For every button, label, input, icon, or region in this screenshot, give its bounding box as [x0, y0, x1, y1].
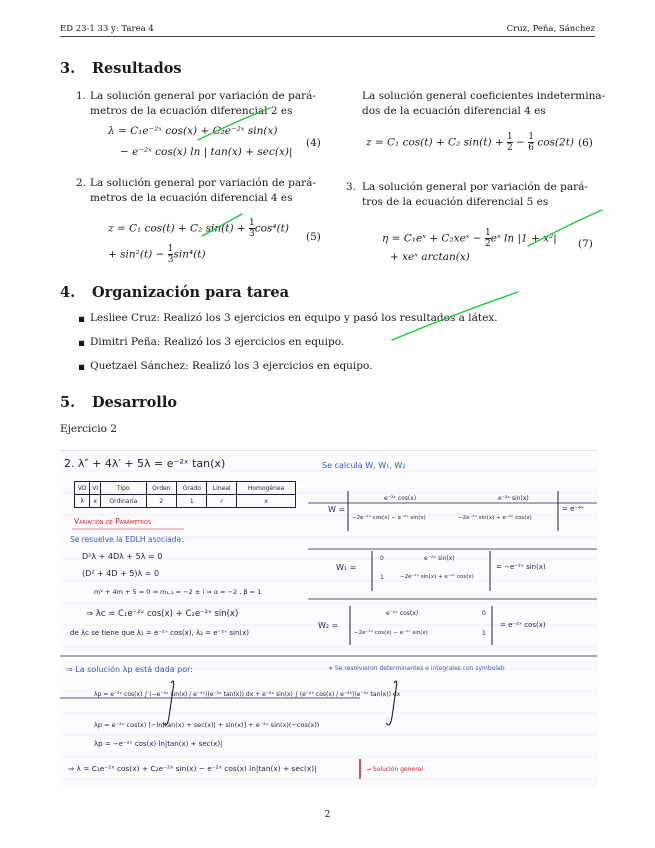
- running-header-left: ED 23-1 33 y: Tarea 4: [60, 24, 154, 34]
- right-item-line2: dos de la ecuación diferencial 4 es: [362, 105, 546, 117]
- general-solution-label: → Solución general: [366, 766, 424, 773]
- table-cell: x: [90, 495, 101, 508]
- table-header-cell: VI: [90, 482, 101, 495]
- organization-item-1: Lesliee Cruz: Realizó los 3 ejercicios en equipo y pasó los resultados a látex.: [90, 312, 498, 324]
- equation-4-line1: λ = C₁e⁻²ˣ cos(x) + C₂e⁻²ˣ sin(x): [108, 125, 278, 137]
- operator-equation-1: D²λ + 4Dλ + 5λ = 0: [82, 552, 163, 561]
- wronskian-1-entry: −2e⁻²ˣ sin(x) + e⁻²ˣ cos(x): [400, 574, 474, 580]
- table-cell: ✓: [207, 495, 237, 508]
- item-2-line1: La solución general por variación de pará-: [90, 177, 316, 189]
- equation-6-head: z = C₁ cos(t) + C₂ sin(t) +: [366, 136, 508, 149]
- running-header-right: Cruz, Peña, Sánchez: [506, 24, 595, 34]
- item-2-line2: metros de la ecuación diferencial 4 es: [90, 192, 293, 204]
- equation-5-head: z = C₁ cos(t) + C₂ sin(t) +: [108, 222, 250, 235]
- handwritten-problem: 2. λ″ + 4λ′ + 5λ = e⁻²ˣ tan(x): [64, 457, 226, 470]
- organization-item-2: Dimitri Peña: Realizó los 3 ejercicios en equipo.: [90, 336, 345, 348]
- table-header-cell: VD: [75, 482, 90, 495]
- table-cell: x: [237, 495, 296, 508]
- equation-7-tag: (7): [578, 238, 593, 250]
- table-cell: 2: [146, 495, 177, 508]
- green-strike-mark: [198, 108, 270, 140]
- fraction-numerator: 1: [249, 218, 255, 228]
- equation-4-tag: (4): [306, 137, 321, 149]
- wronskian-2-entry: 1: [482, 630, 486, 637]
- wronskian-label: W =: [328, 505, 346, 514]
- exercise-label: Ejercicio 2: [60, 423, 117, 435]
- wronskian-2-entry: 0: [482, 610, 486, 617]
- fraction-numerator: 1: [167, 244, 174, 254]
- section-3-title: Resultados: [92, 60, 182, 77]
- green-strike-mark: [528, 210, 602, 246]
- operator-equation-2: (D² + 4D + 5)λ = 0: [82, 569, 160, 578]
- wronskian-entry: e⁻²ˣ cos(x): [384, 495, 417, 502]
- wronskian-entry: −2e⁻²ˣ cos(x) − e⁻²ˣ sin(x): [352, 515, 426, 521]
- bullet-icon: ▪: [78, 313, 86, 325]
- item-3-line1: La solución general por variación de pará-: [362, 181, 588, 193]
- item-1-line2: metros de la ecuación diferencial 2 es: [90, 105, 293, 117]
- table-header-cell: Orden: [146, 482, 177, 495]
- wronskian-1-entry: 0: [380, 555, 384, 562]
- table-header-cell: Tipo: [101, 482, 146, 495]
- fraction-denominator: 3: [167, 255, 174, 265]
- section-4-title: Organización para tarea: [92, 284, 290, 301]
- table-header-cell: Lineal: [207, 482, 237, 495]
- fraction-denominator: 3: [249, 229, 255, 239]
- wronskian-entry: e⁻²ˣ sin(x): [498, 495, 529, 502]
- general-solution: ⇒ λ = C₁e⁻²ˣ cos(x) + C₂e⁻²ˣ sin(x) − e⁻²ˣ cos(x) ln|tan(x) + sec(x)|: [68, 764, 317, 773]
- equation-6-tag: (6): [578, 137, 593, 149]
- wronskian-1-label: W₁ =: [336, 563, 357, 572]
- wronskian-1-result: = −e⁻²ˣ sin(x): [496, 563, 546, 571]
- wronskian-2-label: W₂ =: [318, 621, 339, 630]
- equation-5-line2-head: + sin²(t) −: [108, 248, 168, 261]
- equation-7-head: η = C₁eˣ + C₂xeˣ −: [382, 232, 486, 245]
- table-header-cell: Grado: [177, 482, 207, 495]
- wronskian-2-entry: −2e⁻²ˣ cos(x) − e⁻²ˣ sin(x): [354, 630, 428, 636]
- complementary-solution: ⇒ λc = C₁e⁻²ˣ cos(x) + C₂e⁻²ˣ sin(x): [86, 609, 239, 619]
- organization-item-3: Quetzael Sánchez: Realizó los 3 ejercicios en equipo.: [90, 360, 373, 372]
- equation-7-line2: + xeˣ arctan(x): [390, 251, 470, 263]
- bullet-icon: ▪: [78, 337, 86, 349]
- item-1-number: 1.: [76, 90, 87, 102]
- wronskian-result: = e⁻⁴ˣ: [562, 505, 585, 513]
- green-strike-mark: [202, 214, 242, 236]
- solve-homogeneous-text: Se resuelve la EDLH asociada:: [70, 535, 184, 544]
- item-2-number: 2.: [76, 177, 87, 189]
- table-header-cell: Homogénea: [237, 482, 296, 495]
- fundamental-set: de λc se tiene que λ₁ = e⁻²ˣ cos(x), λ₂ = e⁻²ˣ sin(x): [70, 629, 250, 637]
- right-item-line1: La solución general coeficientes indetermina-: [362, 90, 606, 102]
- item-3-line2: tros de la ecuación diferencial 5 es: [362, 196, 549, 208]
- section-5-number: 5.: [60, 394, 76, 411]
- item-1-line1: La solución general por variación de pará-: [90, 90, 316, 102]
- wronskian-1-entry: e⁻²ˣ sin(x): [424, 555, 455, 562]
- section-3-number: 3.: [60, 60, 76, 77]
- calculate-wronskians-text: Se calcula W, W₁, W₂: [322, 461, 406, 470]
- particular-solution-intro: ⇒ La solución λp está dada por:: [66, 665, 193, 674]
- wronskian-2-result: = e⁻²ˣ cos(x): [500, 621, 546, 629]
- characteristic-roots: m² + 4m + 5 = 0 ⇒ m₁,₂ = −2 ± i ⇒ α = −2 , β = 1: [94, 588, 262, 596]
- table-cell: Ordinaria: [101, 495, 146, 508]
- bullet-icon: ▪: [78, 361, 86, 373]
- wronskian-2-entry: e⁻²ˣ cos(x): [386, 610, 419, 617]
- fraction-denominator: 2: [485, 239, 491, 249]
- fraction-numerator: 1: [528, 132, 534, 142]
- equation-5-tail: cos⁴(t): [254, 222, 289, 235]
- fraction-numerator: 1: [485, 228, 491, 238]
- page-number: 2: [324, 810, 331, 820]
- particular-solution-result: λp = −e⁻²ˣ cos(x) ln|tan(x) + sec(x)|: [94, 740, 223, 748]
- equation-5-line2-tail: sin⁴(t): [173, 248, 206, 261]
- symbolab-note: ∗ Se resolvieron determinantes e integrales con symbolab: [328, 665, 505, 672]
- particular-solution-step: λp = e⁻²ˣ cos(x) [−ln|tan(x) + sec(x)| + sin(x)] + e⁻²ˣ sin(x)(−cos(x)): [94, 721, 320, 729]
- equation-5-tag: (5): [306, 231, 321, 243]
- table-cell: λ: [75, 495, 90, 508]
- particular-solution-integral: λp = e⁻²ˣ cos(x) ∫ (−e⁻²ˣ sin(x) / e⁻⁴ˣ)(e⁻²ˣ tan(x)) dx + e⁻²ˣ sin(x) ∫ (e⁻²ˣ cos(x) / e⁻⁴ˣ)(e⁻²ˣ tan(x)) dx: [94, 691, 401, 698]
- table-cell: 1: [177, 495, 207, 508]
- equation-6-tail: cos(2t): [534, 136, 575, 149]
- green-strike-mark: [392, 292, 518, 340]
- section-4-number: 4.: [60, 284, 76, 301]
- equation-6-mid: −: [512, 136, 529, 149]
- fraction-denominator: 2: [507, 143, 513, 153]
- fraction-denominator: 6: [528, 143, 534, 153]
- method-label: Variación de Parámetros: [74, 517, 151, 526]
- wronskian-1-entry: 1: [380, 574, 384, 581]
- equation-4-line2: − e⁻²ˣ cos(x) ln | tan(x) + sec(x)|: [120, 146, 293, 158]
- fraction-numerator: 1: [507, 132, 513, 142]
- section-5-title: Desarrollo: [92, 394, 177, 411]
- item-3-number: 3.: [346, 181, 357, 193]
- wronskian-entry: −2e⁻²ˣ sin(x) + e⁻²ˣ cos(x): [458, 515, 532, 521]
- equation-7-tail: eˣ ln |1 + x²|: [490, 232, 557, 245]
